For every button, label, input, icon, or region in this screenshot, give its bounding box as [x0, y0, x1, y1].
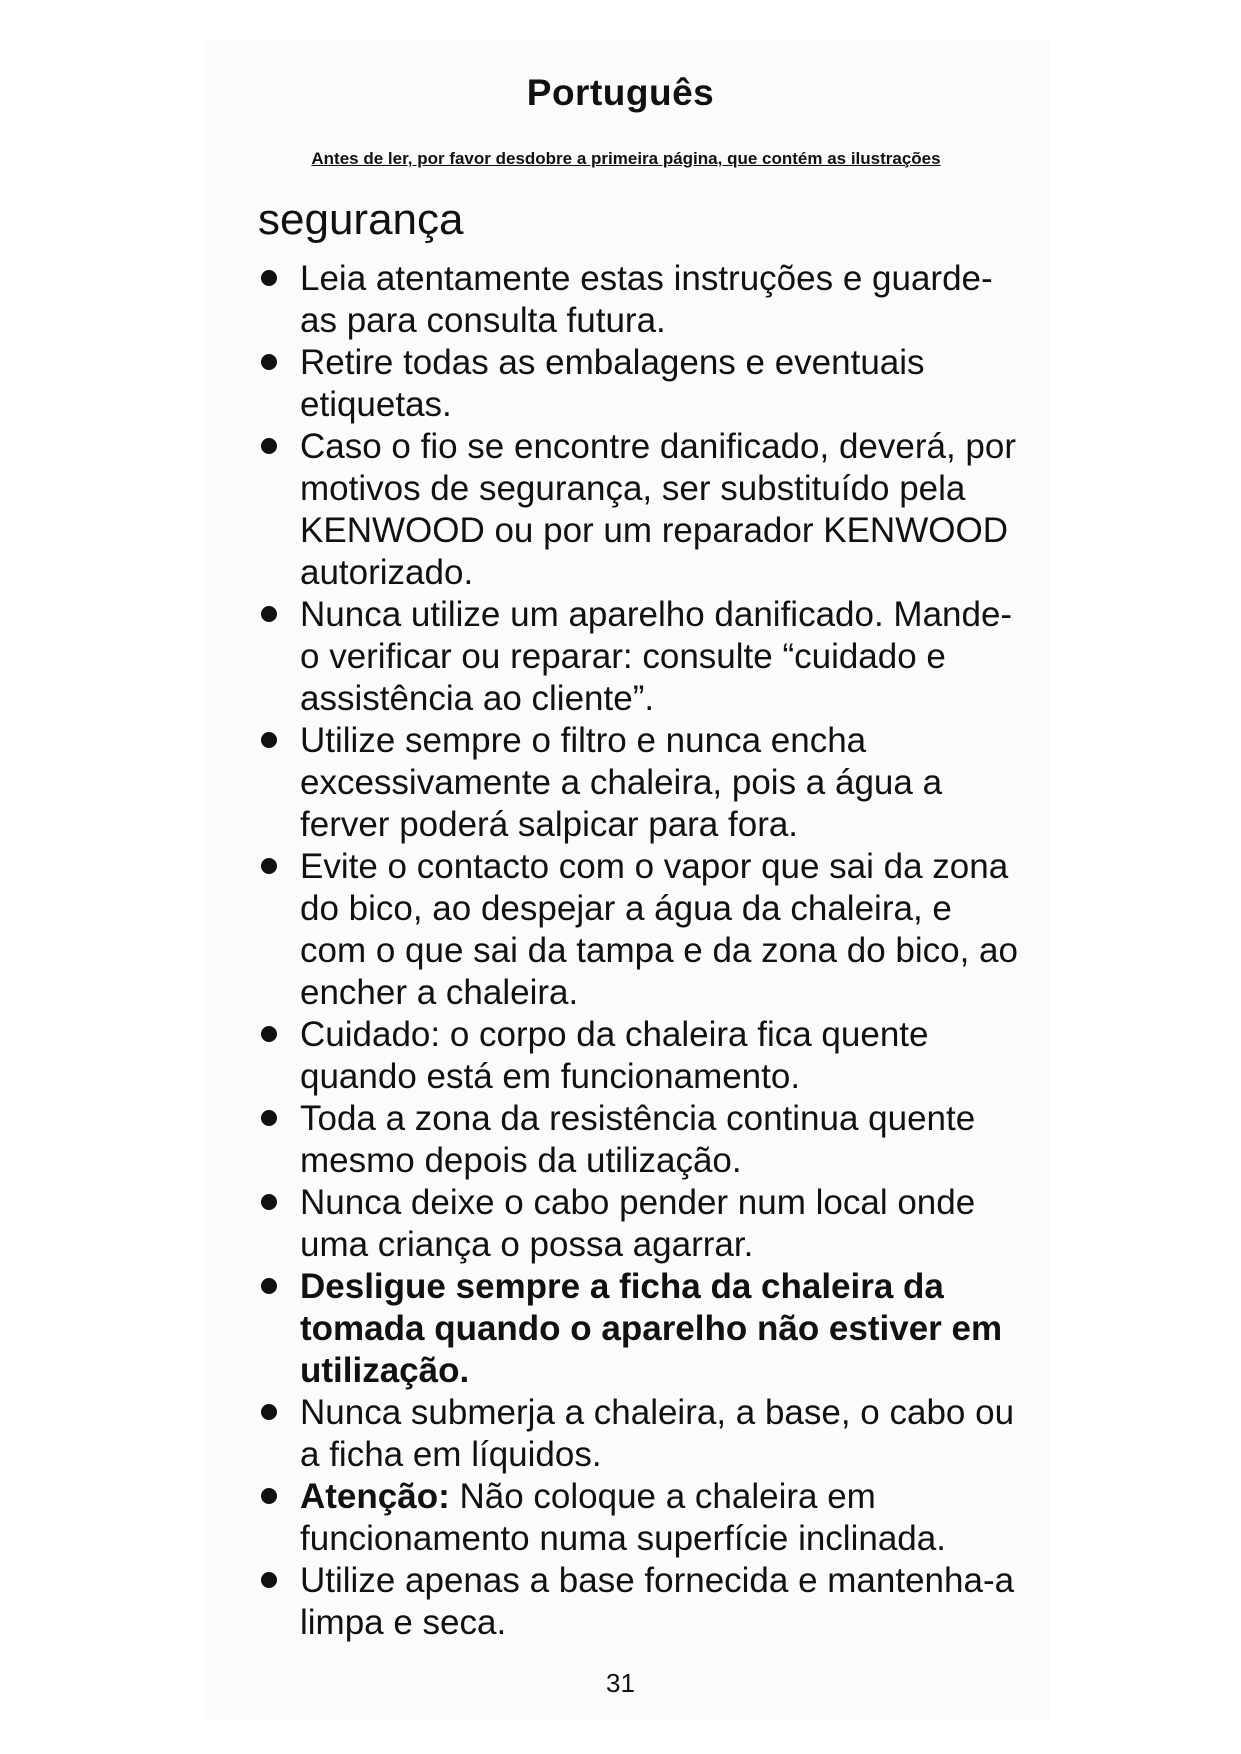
list-item — [259, 1392, 1019, 1476]
bullet-icon — [261, 270, 277, 286]
list-item-text: Retire todas as embalagens e eventuais etiquetas. — [300, 343, 925, 424]
list-item-text: Evite o contacto com o vapor que sai da zona do bico, ao despejar a água da chaleira, e com o que sai da tampa e da zona do bico, ao encher a chaleira. — [300, 847, 1018, 1012]
safety-list — [259, 258, 1019, 1644]
bullet-icon — [261, 1572, 277, 1588]
list-item-text: Caso o fio se encontre danificado, deverá, por motivos de segurança, ser substituído pela KENWOOD ou por um reparador KENWOOD autorizado. — [300, 427, 1016, 592]
bullet-icon — [261, 1404, 277, 1420]
list-item-text: Utilize apenas a base fornecida e mantenha-a limpa e seca. — [300, 1561, 1015, 1642]
bullet-icon — [261, 354, 277, 370]
list-item-lead: Atenção: — [300, 1477, 450, 1516]
bullet-icon — [261, 1110, 277, 1126]
list-item-text: Nunca deixe o cabo pender num local onde uma criança o possa agarrar. — [300, 1183, 976, 1264]
list-item-text: Cuidado: o corpo da chaleira fica quente quando está em funcionamento. — [300, 1015, 929, 1096]
list-item — [259, 1560, 1019, 1644]
bullet-icon — [261, 1488, 277, 1504]
list-item-warning — [259, 1266, 1019, 1392]
list-item — [259, 258, 1019, 342]
list-item-text: Nunca utilize um aparelho danificado. Mande-o verificar ou reparar: consulte “cuidado e assistência ao cliente”. — [300, 595, 1013, 718]
list-item-text: Nunca submerja a chaleira, a base, o cabo ou a ficha em líquidos. — [300, 1393, 1015, 1474]
list-item — [259, 1098, 1019, 1182]
list-item-text: Não coloque a chaleira em funcionamento numa superfície inclinada. — [300, 1477, 946, 1558]
bullet-icon — [261, 1026, 277, 1042]
bullet-icon — [261, 858, 277, 874]
bullet-icon — [261, 732, 277, 748]
list-item — [259, 720, 1019, 846]
list-item — [259, 1182, 1019, 1266]
list-item — [259, 1476, 1019, 1560]
list-item-text: Toda a zona da resistência continua quente mesmo depois da utilização. — [300, 1099, 976, 1180]
list-item-text: Desligue sempre a ficha da chaleira da tomada quando o aparelho não estiver em utilização. — [300, 1267, 1003, 1390]
list-item — [259, 1014, 1019, 1098]
page-number: 31 — [606, 1668, 635, 1698]
page-title: Português — [526, 72, 715, 113]
list-item — [259, 846, 1019, 1014]
bullet-icon — [261, 1278, 277, 1294]
list-item — [259, 594, 1019, 720]
list-item — [259, 426, 1019, 594]
bullet-icon — [261, 606, 277, 622]
foldout-note: Antes de ler, por favor desdobre a primeira página, que contém as ilustrações — [311, 149, 941, 168]
list-item — [259, 342, 1019, 426]
list-item-text: Leia atentamente estas instruções e guarde-as para consulta futura. — [300, 259, 993, 340]
list-item-text: Utilize sempre o filtro e nunca encha excessivamente a chaleira, pois a água a ferver poderá salpicar para fora. — [300, 721, 943, 844]
section-heading: segurança — [258, 195, 464, 244]
bullet-icon — [261, 1194, 277, 1210]
bullet-icon — [261, 438, 277, 454]
